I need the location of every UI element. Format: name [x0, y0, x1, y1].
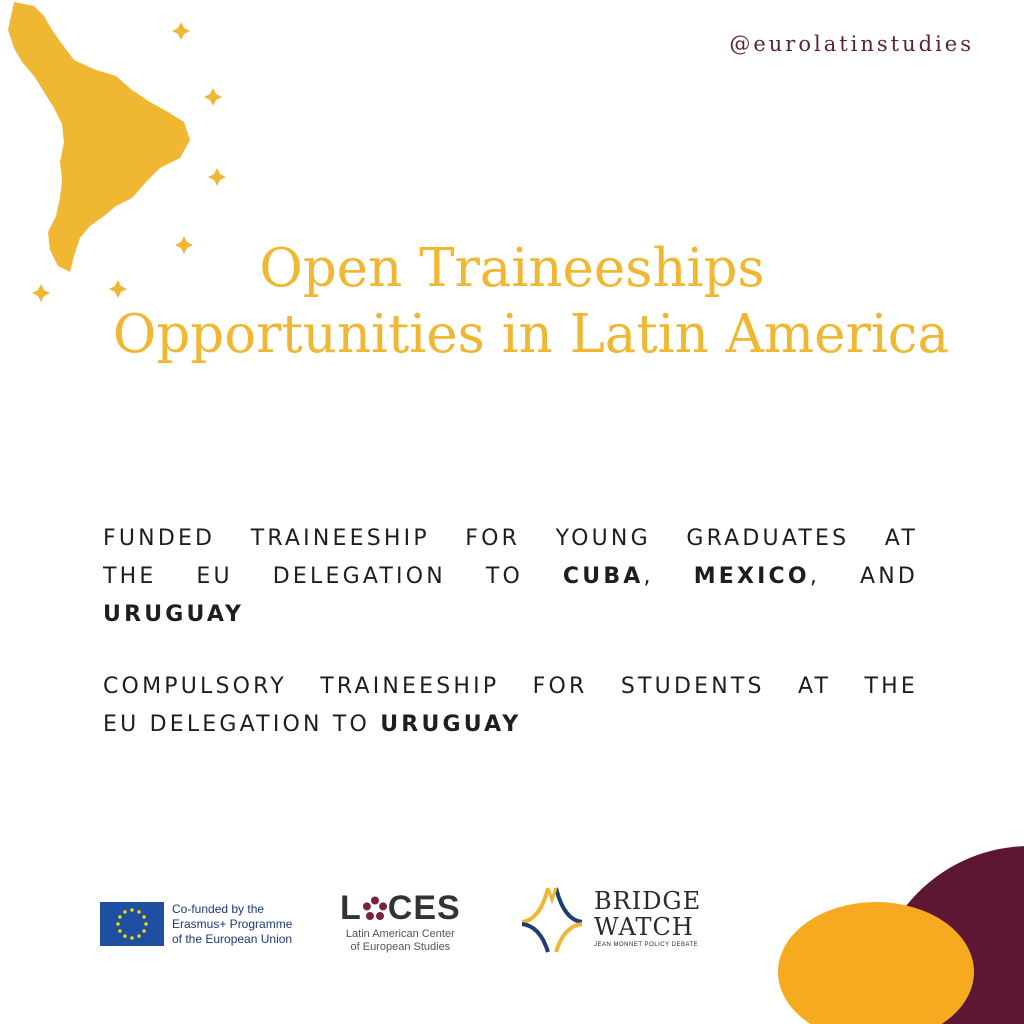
country-uruguay-2: URUGUAY — [380, 712, 522, 737]
bridgewatch-word-1: BRIDGE — [594, 887, 702, 915]
compulsory-line-1: COMPULSORY TRAINEESHIP FOR STUDENTS AT THE — [103, 674, 918, 699]
loces-flower-icon — [362, 896, 388, 922]
funded-line-2 — [103, 558, 918, 596]
compulsory-line-2 — [103, 706, 918, 744]
country-cuba: CUBA — [562, 564, 644, 589]
decorative-corner-shapes — [724, 794, 1024, 1024]
bridgewatch-logo-text — [594, 888, 701, 948]
compulsory-line-2-prefix: EU DELEGATION TO — [103, 712, 381, 737]
bridgewatch-word-2: WATCH — [594, 913, 694, 941]
compulsory-traineeship-text — [103, 668, 918, 744]
funded-line-3 — [103, 596, 918, 634]
eu-flag-icon — [100, 902, 164, 946]
bridgewatch-subtitle: JEAN MONNET POLICY DEBATE — [594, 942, 699, 948]
title-line-1: Open Traineeships — [259, 238, 765, 299]
funded-traineeship-text — [103, 520, 918, 634]
loces-logo — [340, 888, 461, 954]
eu-cofunding-text — [172, 902, 292, 947]
separator-2: , AND — [809, 564, 919, 589]
loces-wordmark — [340, 888, 461, 928]
country-uruguay: URUGUAY — [103, 602, 245, 627]
partner-logos — [100, 878, 740, 968]
loces-letter-l: L — [340, 889, 362, 927]
separator-1: , — [643, 564, 694, 589]
social-handle: @eurolatinstudies — [729, 32, 974, 56]
funded-line-2-prefix: THE EU DELEGATION TO — [103, 564, 563, 589]
page-title — [0, 236, 1024, 368]
eu-text-line-1: Co-funded by the — [172, 902, 265, 916]
loces-subtitle-1: Latin American Center — [345, 928, 455, 940]
eu-text-line-2: Erasmus+ Programme — [172, 917, 293, 931]
loces-letters-rest: CES — [387, 889, 461, 927]
loces-subtitle-2: of European Studies — [350, 941, 451, 953]
eu-text-line-3: of the European Union — [172, 932, 293, 946]
funded-line-1: FUNDED TRAINEESHIP FOR YOUNG GRADUATES AT — [103, 526, 918, 551]
bridgewatch-mark-icon — [518, 882, 586, 956]
country-mexico: MEXICO — [693, 564, 810, 589]
title-line-2: Opportunities in Latin America — [112, 304, 950, 365]
